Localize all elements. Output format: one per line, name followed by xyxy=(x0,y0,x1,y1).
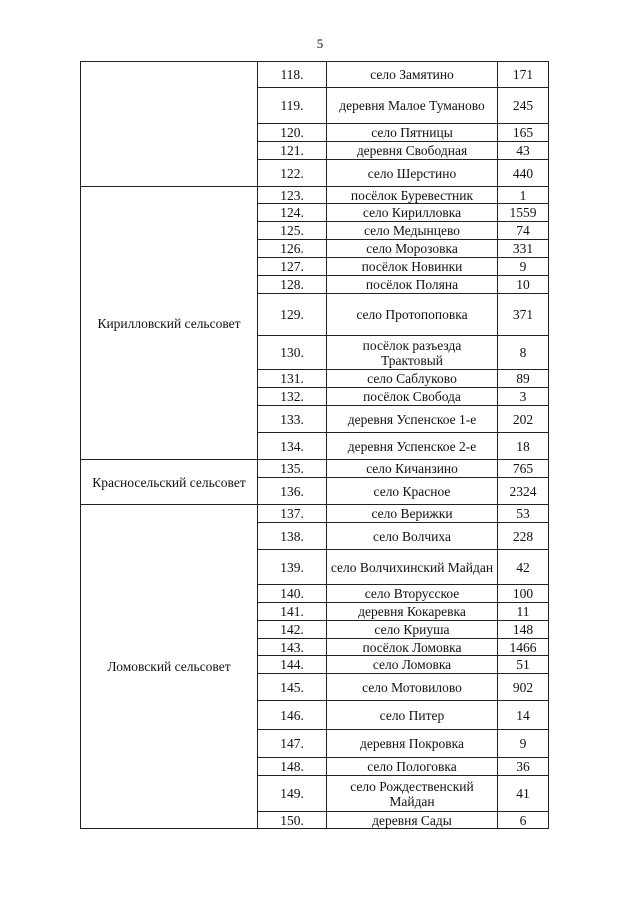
table-row xyxy=(81,187,549,204)
row-number: 125. xyxy=(258,222,327,240)
row-number: 138. xyxy=(258,523,327,550)
settlement-name: село Ломовка xyxy=(327,656,498,674)
settlement-name: село Криуша xyxy=(327,621,498,639)
row-number: 129. xyxy=(258,294,327,336)
population-value: 36 xyxy=(498,758,549,776)
council-name: Красносельский сельсовет xyxy=(81,460,258,505)
settlement-name: село Пологовка xyxy=(327,758,498,776)
row-number: 134. xyxy=(258,433,327,460)
settlement-name: деревня Малое Туманово xyxy=(327,88,498,124)
settlement-name: село Замятино xyxy=(327,62,498,88)
settlement-name: посёлок Новинки xyxy=(327,258,498,276)
settlement-name: посёлок разъезда Трактовый xyxy=(327,336,498,370)
row-number: 123. xyxy=(258,187,327,204)
population-value: 165 xyxy=(498,124,549,142)
population-value: 1466 xyxy=(498,639,549,656)
row-number: 133. xyxy=(258,406,327,433)
settlement-name: посёлок Буревестник xyxy=(327,187,498,204)
settlements-table-body xyxy=(81,62,549,829)
row-number: 144. xyxy=(258,656,327,674)
row-number: 130. xyxy=(258,336,327,370)
row-number: 122. xyxy=(258,160,327,187)
population-value: 89 xyxy=(498,370,549,388)
row-number: 137. xyxy=(258,505,327,523)
population-value: 14 xyxy=(498,701,549,730)
row-number: 139. xyxy=(258,550,327,585)
row-number: 136. xyxy=(258,478,327,505)
population-value: 228 xyxy=(498,523,549,550)
settlement-name: село Пятницы xyxy=(327,124,498,142)
settlement-name: село Шерстино xyxy=(327,160,498,187)
row-number: 146. xyxy=(258,701,327,730)
population-value: 765 xyxy=(498,460,549,478)
row-number: 120. xyxy=(258,124,327,142)
settlement-name: село Мотовилово xyxy=(327,674,498,701)
row-number: 141. xyxy=(258,603,327,621)
population-value: 8 xyxy=(498,336,549,370)
population-value: 440 xyxy=(498,160,549,187)
council-name: Ломовский сельсовет xyxy=(81,505,258,829)
row-number: 121. xyxy=(258,142,327,160)
row-number: 127. xyxy=(258,258,327,276)
settlement-name: село Саблуково xyxy=(327,370,498,388)
population-value: 43 xyxy=(498,142,549,160)
settlement-name: деревня Сады xyxy=(327,812,498,829)
population-value: 1 xyxy=(498,187,549,204)
settlement-name: село Медынцево xyxy=(327,222,498,240)
population-value: 9 xyxy=(498,258,549,276)
population-value: 100 xyxy=(498,585,549,603)
population-value: 902 xyxy=(498,674,549,701)
council-name: Кирилловский сельсовет xyxy=(81,187,258,460)
population-value: 148 xyxy=(498,621,549,639)
row-number: 147. xyxy=(258,730,327,758)
population-value: 2324 xyxy=(498,478,549,505)
population-value: 11 xyxy=(498,603,549,621)
settlement-name: посёлок Ломовка xyxy=(327,639,498,656)
settlement-name: деревня Свободная xyxy=(327,142,498,160)
population-value: 331 xyxy=(498,240,549,258)
population-value: 10 xyxy=(498,276,549,294)
population-value: 42 xyxy=(498,550,549,585)
settlement-name: деревня Успенское 2-е xyxy=(327,433,498,460)
row-number: 150. xyxy=(258,812,327,829)
settlement-name: село Волчихинский Майдан xyxy=(327,550,498,585)
row-number: 148. xyxy=(258,758,327,776)
population-value: 245 xyxy=(498,88,549,124)
settlement-name: село Красное xyxy=(327,478,498,505)
settlement-name: село Кичанзино xyxy=(327,460,498,478)
row-number: 126. xyxy=(258,240,327,258)
row-number: 131. xyxy=(258,370,327,388)
settlement-name: посёлок Поляна xyxy=(327,276,498,294)
population-value: 6 xyxy=(498,812,549,829)
settlement-name: село Рождественский Майдан xyxy=(327,776,498,812)
settlement-name: село Вторусское xyxy=(327,585,498,603)
population-value: 1559 xyxy=(498,204,549,222)
table-row xyxy=(81,460,549,478)
settlement-name: село Питер xyxy=(327,701,498,730)
population-value: 171 xyxy=(498,62,549,88)
row-number: 124. xyxy=(258,204,327,222)
population-value: 18 xyxy=(498,433,549,460)
settlement-name: село Верижки xyxy=(327,505,498,523)
settlement-name: село Кирилловка xyxy=(327,204,498,222)
settlement-name: посёлок Свобода xyxy=(327,388,498,406)
row-number: 142. xyxy=(258,621,327,639)
population-value: 53 xyxy=(498,505,549,523)
row-number: 119. xyxy=(258,88,327,124)
row-number: 149. xyxy=(258,776,327,812)
population-value: 41 xyxy=(498,776,549,812)
population-value: 371 xyxy=(498,294,549,336)
settlement-name: деревня Кокаревка xyxy=(327,603,498,621)
population-value: 3 xyxy=(498,388,549,406)
population-value: 51 xyxy=(498,656,549,674)
population-value: 202 xyxy=(498,406,549,433)
settlement-name: село Волчиха xyxy=(327,523,498,550)
row-number: 128. xyxy=(258,276,327,294)
population-value: 74 xyxy=(498,222,549,240)
row-number: 145. xyxy=(258,674,327,701)
settlement-name: село Протопоповка xyxy=(327,294,498,336)
population-value: 9 xyxy=(498,730,549,758)
settlement-name: село Морозовка xyxy=(327,240,498,258)
settlement-name: деревня Покровка xyxy=(327,730,498,758)
council-name xyxy=(81,62,258,187)
settlements-table xyxy=(80,61,549,829)
row-number: 143. xyxy=(258,639,327,656)
page-number: 5 xyxy=(316,36,324,51)
row-number: 132. xyxy=(258,388,327,406)
row-number: 118. xyxy=(258,62,327,88)
row-number: 135. xyxy=(258,460,327,478)
row-number: 140. xyxy=(258,585,327,603)
table-row xyxy=(81,62,549,88)
table-row xyxy=(81,505,549,523)
settlement-name: деревня Успенское 1-е xyxy=(327,406,498,433)
